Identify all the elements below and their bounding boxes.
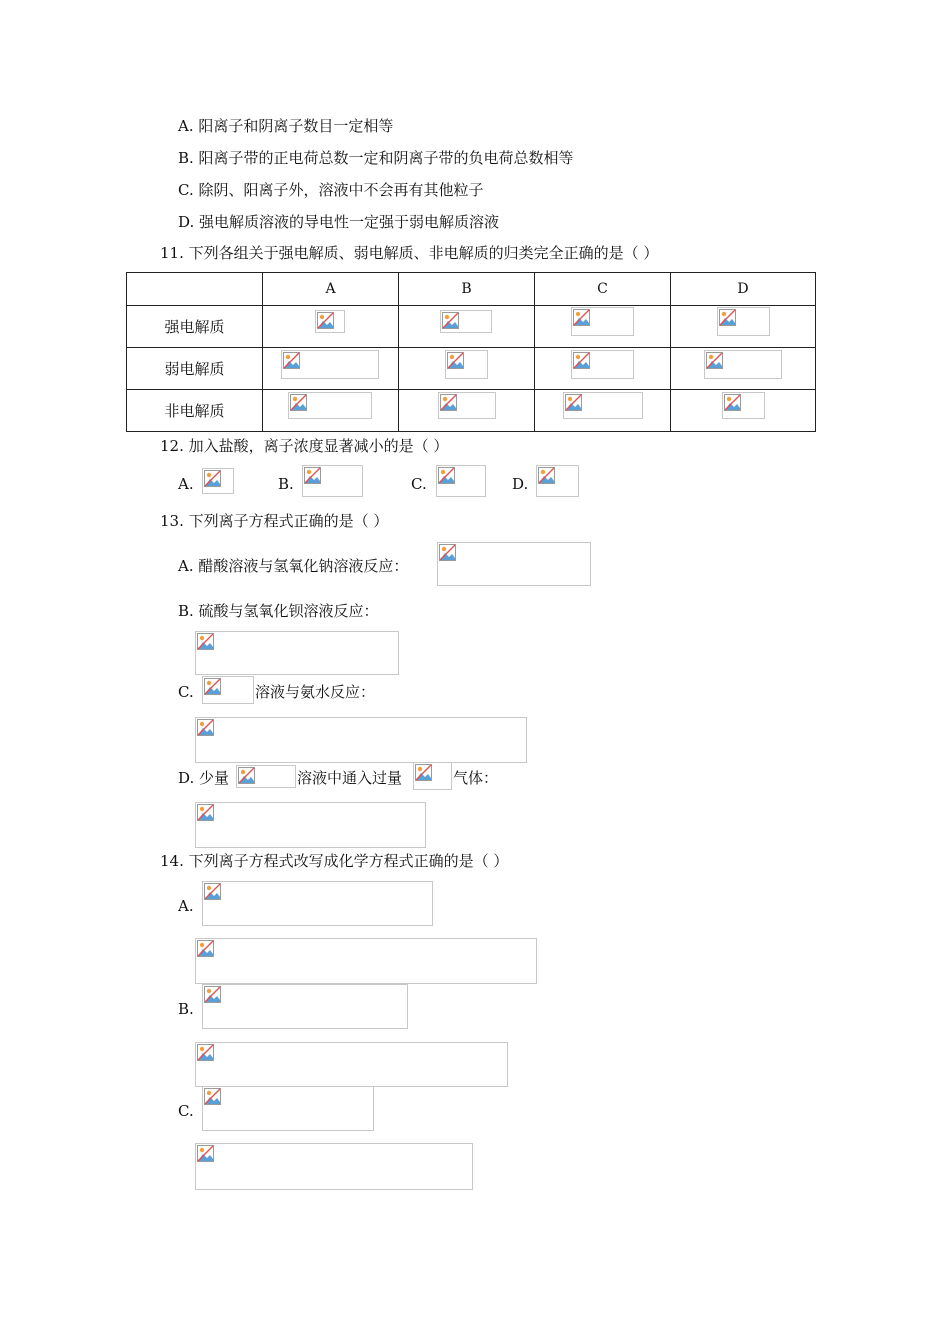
table-header-b: B <box>399 273 535 306</box>
broken-image-icon <box>283 352 300 369</box>
q12-option-d: D. <box>512 475 529 493</box>
formula-image <box>195 631 399 675</box>
formula-image <box>571 350 634 379</box>
formula-image <box>445 350 488 379</box>
formula-image <box>437 542 591 586</box>
q12-stem: 12. 加入盐酸，离子浓度显著减小的是（ ） <box>160 437 449 455</box>
broken-image-icon <box>573 352 590 369</box>
q14-stem: 14. 下列离子方程式改写成化学方程式正确的是（ ） <box>160 852 509 870</box>
formula-image <box>438 392 496 419</box>
broken-image-icon <box>440 394 457 411</box>
formula-image <box>436 465 486 497</box>
formula-image <box>536 465 579 497</box>
q13-stem: 13. 下列离子方程式正确的是（ ） <box>160 512 389 530</box>
row-label-non: 非电解质 <box>127 390 263 432</box>
q13-option-d-end: 气体： <box>453 769 499 787</box>
broken-image-icon <box>238 767 255 784</box>
q10-option-c: C. 除阴、阳离子外，溶液中不会再有其他粒子 <box>178 181 484 199</box>
broken-image-icon <box>290 394 307 411</box>
q12-option-a: A. <box>178 475 194 493</box>
formula-image <box>563 392 643 419</box>
q11-classification-table <box>126 272 816 432</box>
broken-image-icon <box>204 1088 221 1105</box>
broken-image-icon <box>442 312 459 329</box>
broken-image-icon <box>204 883 221 900</box>
broken-image-icon <box>447 352 464 369</box>
formula-image <box>704 350 782 379</box>
table-cell <box>671 390 816 432</box>
formula-image <box>195 802 426 848</box>
q13-option-b: B. 硫酸与氢氧化钡溶液反应： <box>178 602 379 620</box>
table-cell <box>399 348 535 390</box>
table-cell <box>263 390 399 432</box>
broken-image-icon <box>317 312 334 329</box>
broken-image-icon <box>197 1145 214 1162</box>
broken-image-icon <box>719 309 736 326</box>
broken-image-icon <box>706 352 723 369</box>
broken-image-icon <box>204 678 221 695</box>
broken-image-icon <box>304 467 321 484</box>
table-header-blank <box>127 273 263 306</box>
row-label-strong: 强电解质 <box>127 306 263 348</box>
formula-image <box>202 881 433 926</box>
broken-image-icon <box>197 633 214 650</box>
q13-option-a: A. 醋酸溶液与氢氧化钠溶液反应： <box>178 557 409 575</box>
table-cell <box>535 306 671 348</box>
q10-option-b: B. 阳离子带的正电荷总数一定和阴离子带的负电荷总数相等 <box>178 149 574 167</box>
formula-image <box>440 310 492 333</box>
formula-image <box>202 676 254 704</box>
formula-image <box>236 765 296 788</box>
q10-option-a: A. 阳离子和阴离子数目一定相等 <box>178 117 394 135</box>
table-row <box>127 306 816 348</box>
table-cell <box>263 348 399 390</box>
formula-image <box>288 392 372 419</box>
formula-image <box>302 465 363 497</box>
q13-option-c-text: 溶液与氨水反应： <box>255 683 376 701</box>
q13-option-d-label: D. 少量 <box>178 769 230 787</box>
table-cell <box>671 348 816 390</box>
broken-image-icon <box>197 804 214 821</box>
broken-image-icon <box>197 940 214 957</box>
formula-image <box>195 1042 508 1087</box>
q14-option-c: C. <box>178 1102 194 1120</box>
broken-image-icon <box>415 764 432 781</box>
table-header-d: D <box>671 273 816 306</box>
formula-image <box>195 938 537 984</box>
table-cell <box>671 306 816 348</box>
q14-option-b: B. <box>178 1000 194 1018</box>
table-cell <box>399 390 535 432</box>
formula-image <box>413 762 452 790</box>
q12-option-c: C. <box>411 475 427 493</box>
table-cell <box>535 348 671 390</box>
q10-option-d: D. 强电解质溶液的导电性一定强于弱电解质溶液 <box>178 213 500 231</box>
formula-image <box>195 1143 473 1190</box>
broken-image-icon <box>197 1044 214 1061</box>
q12-option-b: B. <box>278 475 294 493</box>
formula-image <box>722 392 765 419</box>
table-cell <box>535 390 671 432</box>
row-label-weak: 弱电解质 <box>127 348 263 390</box>
table-row <box>127 348 816 390</box>
table-cell <box>263 306 399 348</box>
formula-image <box>717 307 770 336</box>
broken-image-icon <box>538 467 555 484</box>
broken-image-icon <box>438 467 455 484</box>
broken-image-icon <box>197 719 214 736</box>
q14-option-a: A. <box>178 897 194 915</box>
broken-image-icon <box>724 394 741 411</box>
formula-image <box>195 717 527 763</box>
table-header-a: A <box>263 273 399 306</box>
broken-image-icon <box>573 309 590 326</box>
table-header-row <box>127 273 816 306</box>
q13-option-c-label: C. <box>178 683 194 701</box>
table-header-c: C <box>535 273 671 306</box>
q13-option-d-mid: 溶液中通入过量 <box>297 769 403 787</box>
formula-image <box>315 310 345 333</box>
formula-image <box>202 984 408 1029</box>
q11-stem: 11. 下列各组关于强电解质、弱电解质、非电解质的归类完全正确的是（ ） <box>160 244 659 262</box>
table-row <box>127 390 816 432</box>
table-cell <box>399 306 535 348</box>
broken-image-icon <box>565 394 582 411</box>
formula-image <box>281 350 379 379</box>
broken-image-icon <box>204 986 221 1003</box>
formula-image <box>202 468 234 494</box>
formula-image <box>202 1086 374 1131</box>
broken-image-icon <box>439 544 456 561</box>
formula-image <box>571 307 634 336</box>
broken-image-icon <box>204 470 221 487</box>
